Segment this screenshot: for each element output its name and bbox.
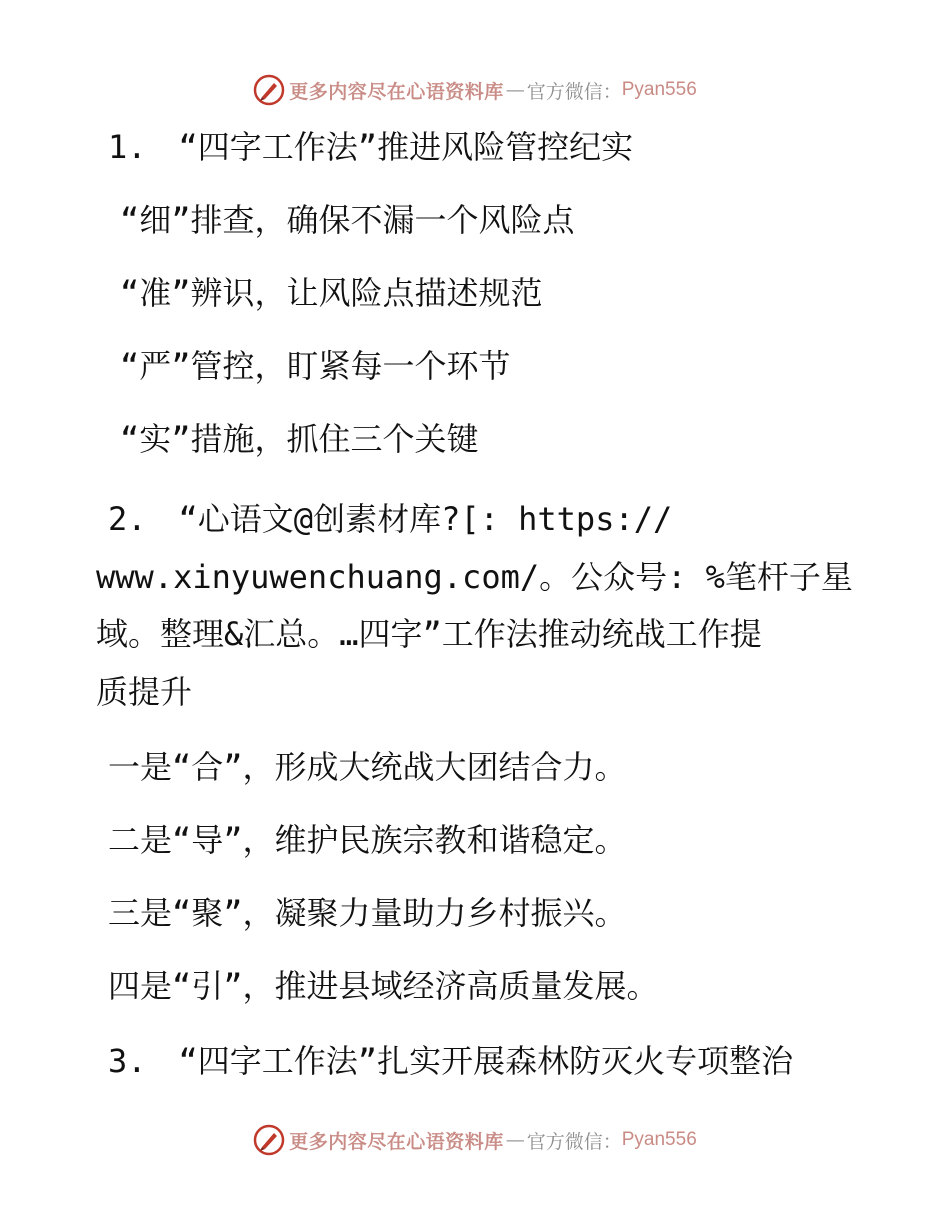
- watermark-banner-top: [0, 70, 950, 110]
- section-2-item: 一是“合”，形成大统战大团结合力。: [108, 748, 627, 786]
- watermark-account-id: Pyan556: [621, 79, 697, 100]
- watermark-banner-bottom: [0, 1120, 950, 1160]
- section-3-title: 3. “四字工作法”扎实开展森林防灭火专项整治: [108, 1042, 794, 1080]
- section-2-item: 三是“聚”，凝聚力量助力乡村振兴。: [108, 894, 627, 932]
- watermark-account-label: 官方微信：: [526, 1130, 622, 1153]
- section-1-item: “细”排查，确保不漏一个风险点: [120, 201, 575, 239]
- section-1-item: “准”辨识，让风险点描述规范: [120, 274, 543, 312]
- section-2-item: 四是“引”，推进县域经济高质量发展。: [108, 967, 659, 1005]
- watermark-account-label: 官方微信：: [526, 80, 622, 103]
- watermark-separator: —: [505, 79, 525, 101]
- pen-logo-icon: [253, 74, 285, 106]
- watermark-text: 更多内容尽在心语资料库: [289, 1130, 504, 1153]
- section-2-title-line: 质提升: [96, 673, 193, 711]
- section-1-title: 1. “四字工作法”推进风险管控纪实: [108, 128, 634, 166]
- watermark-text: 更多内容尽在心语资料库: [289, 80, 504, 103]
- section-2-item: 二是“导”，维护民族宗教和谐稳定。: [108, 821, 627, 859]
- section-2-title-line: 2. “心语文@创素材库?[: https://: [108, 500, 673, 538]
- watermark-separator: —: [505, 1129, 525, 1151]
- section-2-title-line: www.xinyuwenchuang.com/。公众号: %笔杆子星: [96, 558, 853, 596]
- section-1-item: “实”措施，抓住三个关键: [120, 420, 479, 458]
- section-2-title-line: 域。整理&汇总。…四字”工作法推动统战工作提: [96, 615, 762, 653]
- section-1-item: “严”管控，盯紧每一个环节: [120, 347, 511, 385]
- watermark-account-id: Pyan556: [621, 1129, 697, 1150]
- pen-logo-icon: [253, 1124, 285, 1156]
